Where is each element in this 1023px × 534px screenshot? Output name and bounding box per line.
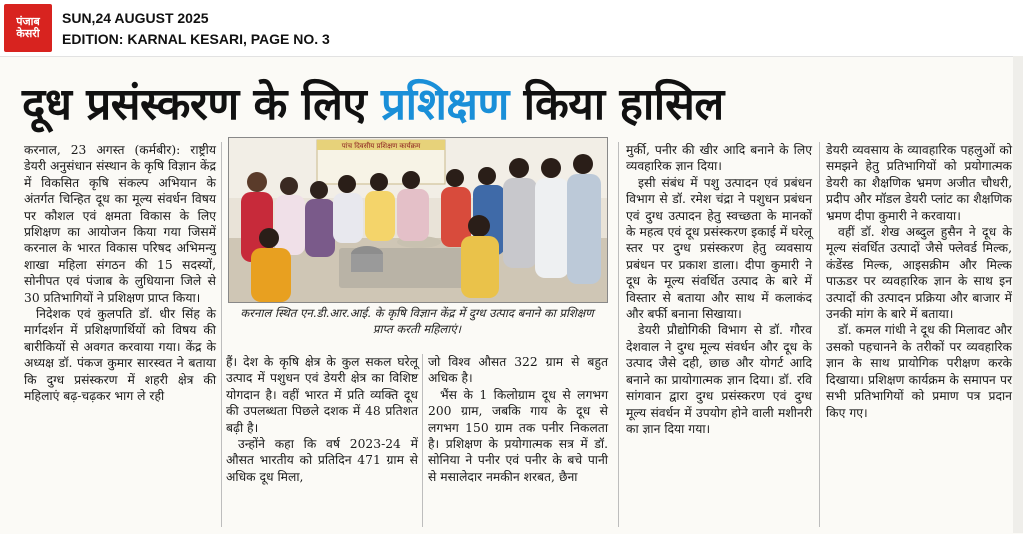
publication-date: SUN,24 AUGUST 2025 — [62, 10, 209, 26]
paragraph: डॉ. कमल गांधी ने दूध की मिलावट और उसको पहचानने के तरीकों पर व्यवहारिक ज्ञान के साथ प्रायोगिक परीक्षण करके दिखाया। प्रशिक्षण कार्यक्रम के समापन पर सभी प्रतिभागियों को प्रमाण पत्र प्रदान किए गए। — [826, 323, 1012, 420]
paragraph: इसी संबंध में पशु उत्पादन एवं प्रबंधन विभाग से डॉ. रमेश चंद्रा ने पशुधन प्रबंधन एवं दुग्ध उत्पादन हेतु स्वच्छता के मानकों के महत्व एवं दूध प्रसंस्करण इकाई में घरेलू स्तर पर दुग्ध प्रसंस्करण हेतु व्यवसाय प्रबंधन पर प्रकाश डाला। दीपा कुमारी ने दूध के मूल्य संवर्धित उत्पाद के बारे में विस्तार से बताया और साथ में कलाकंद और बर्फी बनाना सिखाया। — [626, 175, 812, 322]
column-divider — [819, 142, 820, 527]
paragraph: जो विश्व औसत 322 ग्राम से बहुत अधिक है। — [428, 355, 608, 386]
training-photo-illustration — [229, 138, 607, 302]
paragraph: वहीं डॉ. शेख अब्दुल हुसैन ने दूध के मूल्य संवर्धित उत्पादों जैसे फ्लेवर्ड मिल्क, कंडेंस्ड मिल्क, आइसक्रीम और मिल्क पाऊडर पर व्यवहारिक ज्ञान के साथ इन उत्पादों की उत्पादन प्रक्रिया और बाजार में उनकी मांग के बारे में बताया। — [826, 225, 1012, 322]
article-column-1 — [24, 142, 216, 405]
photo-banner-text: पांच दिवसीय प्रशिक्षण कार्यक्रम — [341, 142, 421, 150]
column-divider — [422, 354, 423, 527]
scan-edge — [1013, 56, 1023, 533]
logo-line2: केसरी — [16, 27, 40, 40]
headline-part1: दूध प्रसंस्करण के लिए — [22, 79, 382, 130]
article-column-3 — [428, 354, 608, 485]
edition-meta — [62, 8, 330, 50]
paragraph: भैंस के 1 किलोग्राम दूध से लगभग 200 ग्राम, जबकि गाय के दूध से लगभग 150 ग्राम तक पनीर निकलता है। प्रशिक्षण के प्रयोगात्मक सत्र में डॉ. सोनिया ने पनीर एवं पनीर के बचे पानी से मसालेदार नमकीन शरबत, छैना — [428, 387, 608, 484]
photo-caption: करनाल स्थित एन.डी.आर.आई. के कृषि विज्ञान केंद्र में दुग्ध उत्पाद बनाने का प्रशिक्षण प्राप्त करती महिलाएं। — [240, 306, 594, 336]
article-column-5 — [826, 142, 1012, 421]
paragraph: मुर्की, पनीर की खीर आदि बनाने के लिए व्यवहारिक ज्ञान दिया। — [626, 143, 812, 174]
article-headline — [22, 76, 1012, 134]
headline-highlight: प्रशिक्षण — [381, 79, 509, 130]
paragraph: उन्होंने कहा कि वर्ष 2023-24 में औसत भारतीय को प्रतिदिन 471 ग्राम से अधिक दूध मिला, — [226, 437, 418, 484]
punjab-kesari-logo — [4, 4, 52, 52]
logo-line1: पंजाब — [16, 15, 40, 29]
training-photo — [228, 137, 608, 303]
column-divider — [221, 142, 222, 527]
headline-part2: किया हासिल — [508, 79, 724, 130]
article-column-4 — [626, 142, 812, 437]
edition-info: EDITION: KARNAL KESARI, PAGE NO. 3 — [62, 31, 330, 47]
clipping-header — [0, 0, 1023, 56]
column-divider — [618, 142, 619, 527]
paragraph: डेयरी व्यवसाय के व्यावहारिक पहलुओं को समझने हेतु प्रतिभागियों को प्रयोगात्मक डेयरी का शैक्षणिक भ्रमण अजीत चौधरी, प्रदीप और मॉडल डेयरी प्लांट का शैक्षणिक भ्रमण दीपा कुमारी ने करवाया। — [826, 143, 1012, 223]
paragraph: करनाल, 23 अगस्त (कर्मबीर): राष्ट्रीय डेयरी अनुसंधान संस्थान के कृषि विज्ञान केंद्र में विकसित कृषि संकल्प अभियान के अंतर्गत चिन्हित दूध का मूल्य संवर्धन विषय पर कौशल एवं क्षमता विकास के लिए प्रशिक्षण का आयोजन किया गया जिसमें करनाल के भारत विकास परिषद अभिमन्यु शाखा महिला संगठन की 15 सदस्यों, सोनीपत एवं पंजाब के लुधियाना जिले से 30 प्रतिभागियों ने प्रशिक्षण प्राप्त किया। — [24, 143, 216, 305]
paragraph: हैं। देश के कृषि क्षेत्र के कुल सकल घरेलू उत्पाद में पशुधन एवं डेयरी क्षेत्र का विशिष्ट योगदान है। वहीं भारत में प्रति व्यक्ति दूध की उपलब्धता पिछले दशक में 48 प्रतिशत बढ़ी है। — [226, 355, 418, 435]
paragraph: डेयरी प्रौद्योगिकी विभाग से डॉ. गौरव देशवाल ने दुग्ध मूल्य संवर्धन और दूध के उत्पाद जैसे दही, छाछ और योगर्ट आदि बनाने का प्रायोगात्मक ज्ञान दिया। डॉ. रवि सांगवान द्वारा दुग्ध प्रसंस्करण एवं दुग्ध मूल्य संवर्धन में उपयोग होने वाली मशीनरी का ज्ञान दिया गया। — [626, 323, 812, 436]
article-column-2 — [226, 354, 418, 485]
paragraph: निदेशक एवं कुलपति डॉ. धीर सिंह के मार्गदर्शन में प्रशिक्षणार्थियों को विषय की बारीकियों से अवगत करवाया गया। केंद्र के अध्यक्ष डॉ. पंकज कुमार सारस्वत ने बताया कि दुग्ध प्रसंस्करण में शहरी क्षेत्र की महिलाएं बढ़-चढ़कर भाग ले रही — [24, 307, 216, 404]
